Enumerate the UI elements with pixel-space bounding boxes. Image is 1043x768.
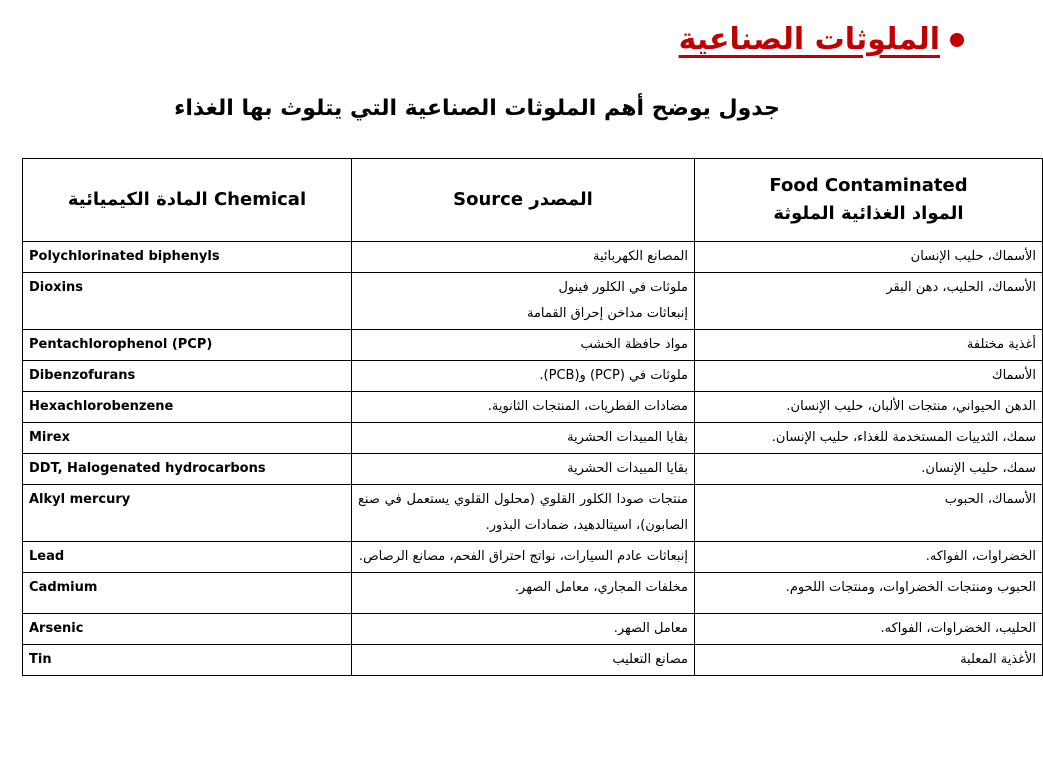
cell-food: أغذية مختلفة (695, 330, 1043, 361)
table-body (23, 242, 1043, 676)
cell-source: مضادات الفطريات، المنتجات الثانوية. (352, 392, 695, 423)
table-header-row (23, 159, 1043, 242)
cell-source: معامل الصهر. (352, 614, 695, 645)
cell-source: ملوثات في (PCP) و(PCB). (352, 361, 695, 392)
cell-food: الأغذية المعلبة (695, 645, 1043, 676)
table-row (23, 330, 1043, 361)
table-row (23, 454, 1043, 485)
cell-chemical: Pentachlorophenol (PCP) (23, 330, 352, 361)
cell-source: بقايا المبيدات الحشرية (352, 454, 695, 485)
table-row (23, 392, 1043, 423)
cell-food: الخضراوات، الفواكه. (695, 542, 1043, 573)
cell-food: سمك، حليب الإنسان. (695, 454, 1043, 485)
cell-source: بقايا المبيدات الحشرية (352, 423, 695, 454)
cell-chemical: Hexachlorobenzene (23, 392, 352, 423)
header-food: Food Contaminated المواد الغذائية الملوثة (695, 159, 1043, 242)
table-row (23, 542, 1043, 573)
cell-source: مصانع التعليب (352, 645, 695, 676)
cell-source: إنبعاثات عادم السيارات، نواتج احتراق الفحم، مصانع الرصاص. (352, 542, 695, 573)
table-caption: جدول يوضح أهم الملوثات الصناعية التي يتلوث بها الغذاء (174, 96, 780, 121)
cell-chemical: Lead (23, 542, 352, 573)
cell-chemical: Cadmium (23, 573, 352, 614)
header-source: المصدر Source (352, 159, 695, 242)
cell-chemical: Dioxins (23, 273, 352, 330)
cell-food: الحليب، الخضراوات، الفواكه. (695, 614, 1043, 645)
slide-heading (679, 22, 964, 57)
table-row (23, 242, 1043, 273)
table-row (23, 423, 1043, 454)
cell-food: الأسماك، الحبوب (695, 485, 1043, 542)
cell-food: الأسماك، الحليب، دهن البقر (695, 273, 1043, 330)
table-row (23, 645, 1043, 676)
cell-source: ملوثات في الكلور فينول إنبعاثات مداخن إحراق القمامة (352, 273, 695, 330)
table-row (23, 361, 1043, 392)
cell-food: الأسماك، حليب الإنسان (695, 242, 1043, 273)
cell-source: مواد حافظة الخشب (352, 330, 695, 361)
cell-chemical: Alkyl mercury (23, 485, 352, 542)
contaminants-table (22, 158, 1043, 676)
heading-text: الملوثات الصناعية (678, 22, 940, 57)
cell-chemical: Dibenzofurans (23, 361, 352, 392)
cell-food: الدهن الحيواني، منتجات الألبان، حليب الإنسان. (695, 392, 1043, 423)
cell-food: الأسماك (695, 361, 1043, 392)
cell-source: منتجات صودا الكلور القلوي (محلول القلوي يستعمل في صنع الصابون)، اسيتالدهيد، ضمادات البذور. (352, 485, 695, 542)
table-row (23, 614, 1043, 645)
cell-chemical: Arsenic (23, 614, 352, 645)
cell-source: المصانع الكهربائية (352, 242, 695, 273)
table-row (23, 273, 1043, 330)
cell-chemical: Mirex (23, 423, 352, 454)
bullet-icon (950, 33, 964, 47)
cell-source: مخلفات المجاري، معامل الصهر. (352, 573, 695, 614)
table-row (23, 573, 1043, 614)
cell-chemical: Tin (23, 645, 352, 676)
cell-chemical: Polychlorinated biphenyls (23, 242, 352, 273)
cell-food: الحبوب ومنتجات الخضراوات، ومنتجات اللحوم. (695, 573, 1043, 614)
table-row (23, 485, 1043, 542)
header-chemical: المادة الكيميائية Chemical (23, 159, 352, 242)
cell-food: سمك، الثدييات المستخدمة للغذاء، حليب الإنسان. (695, 423, 1043, 454)
cell-chemical: DDT, Halogenated hydrocarbons (23, 454, 352, 485)
